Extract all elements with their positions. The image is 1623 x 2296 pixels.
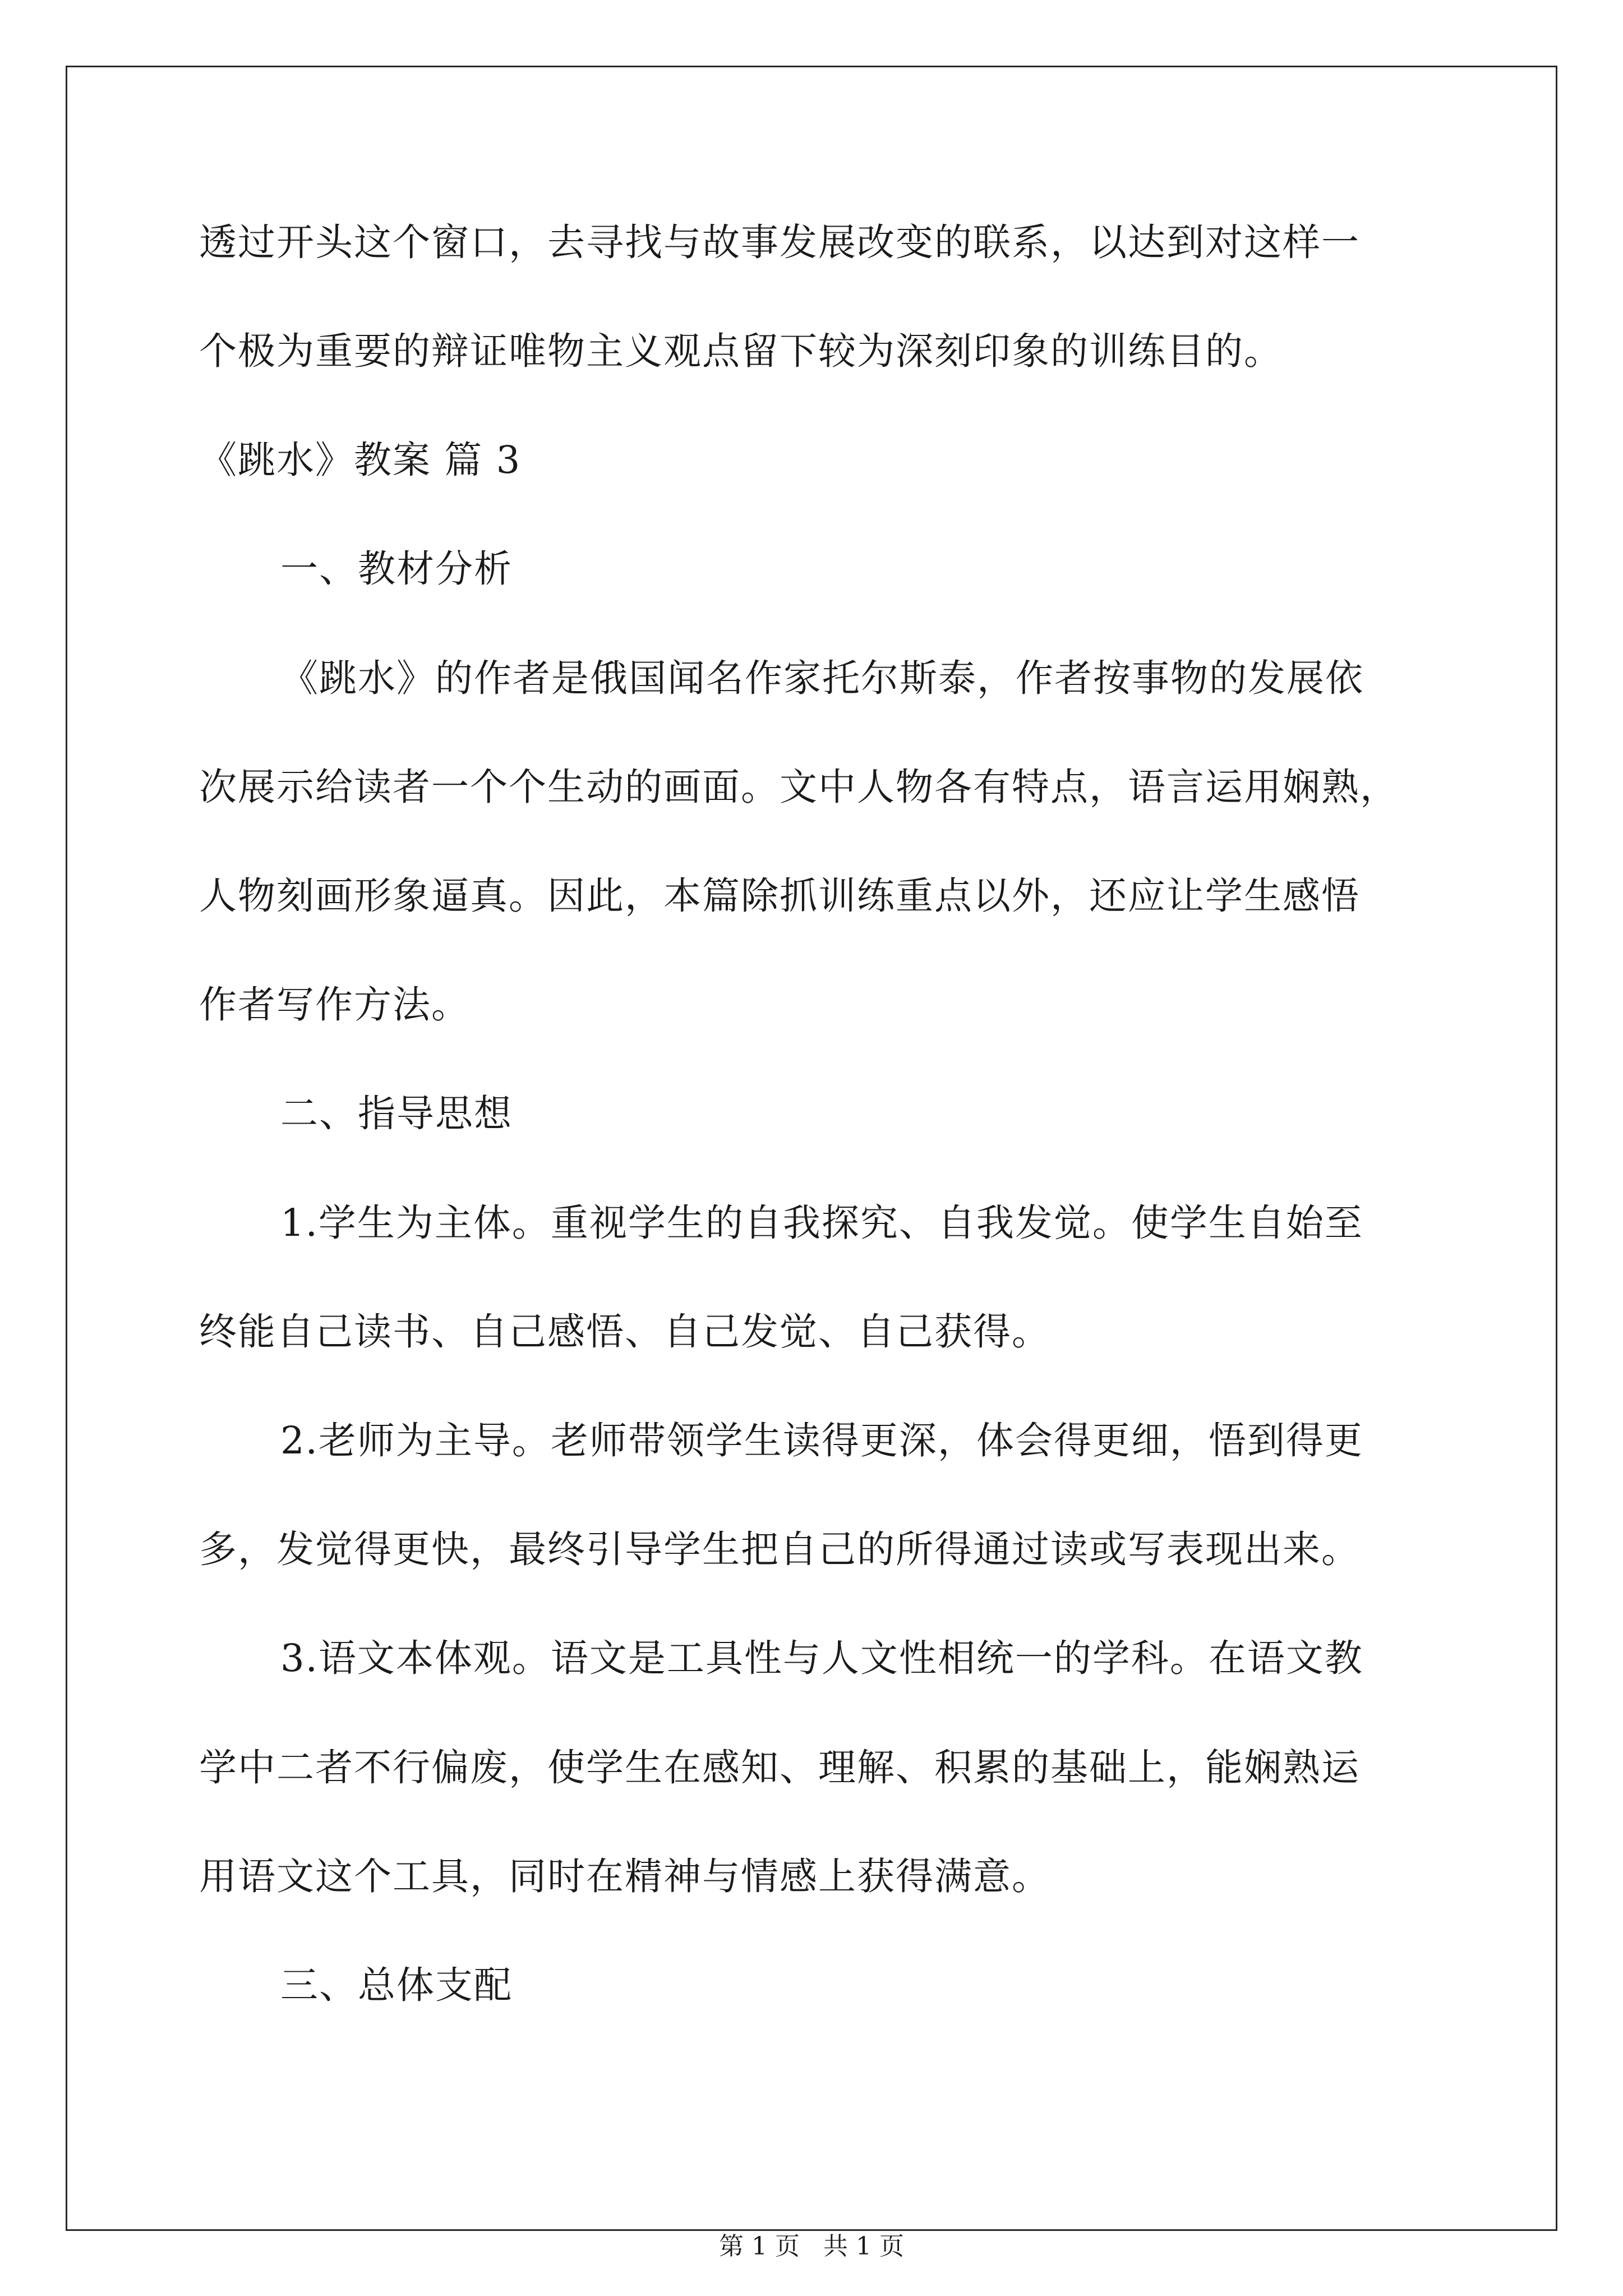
heading-guiding-ideology: 二、指导思想 xyxy=(280,1092,513,1135)
body-text-line: 多，发觉得更快，最终引导学生把自己的所得通过读或写表现出来。 xyxy=(199,1527,1360,1571)
body-text-line: 次展示给读者一个个生动的画面。文中人物各有特点，语言运用娴熟， xyxy=(199,765,1399,809)
body-text-line: 个极为重要的辩证唯物主义观点留下较为深刻印象的训练目的。 xyxy=(199,329,1283,373)
page-border xyxy=(66,66,1557,2231)
body-text-line: 用语文这个工具，同时在精神与情感上获得满意。 xyxy=(199,1855,1050,1898)
body-text-line: 作者写作方法。 xyxy=(199,983,470,1027)
body-text-line: 《跳水》的作者是俄国闻名作家托尔斯泰，作者按事物的发展依 xyxy=(280,656,1364,700)
body-text-line: 2.老师为主导。老师带领学生读得更深，体会得更细，悟到得更 xyxy=(280,1419,1363,1462)
heading-overall-arrangement: 三、总体支配 xyxy=(280,1963,513,2007)
body-text-line: 3.语文本体观。语文是工具性与人文性相统一的学科。在语文教 xyxy=(280,1636,1363,1680)
body-text-line: 1.学生为主体。重视学生的自我探究、自我发觉。使学生自始至 xyxy=(280,1201,1363,1245)
body-text-line: 学中二者不行偏废，使学生在感知、理解、积累的基础上，能娴熟运 xyxy=(199,1746,1360,1789)
heading-teaching-material-analysis: 一、教材分析 xyxy=(280,547,513,591)
body-text-line: 透过开头这个窗口，去寻找与故事发展改变的联系，以达到对这样一 xyxy=(199,220,1360,264)
body-text-line: 终能自己读书、自己感悟、自己发觉、自己获得。 xyxy=(199,1310,1050,1354)
body-text-line: 人物刻画形象逼真。因此，本篇除抓训练重点以外，还应让学生感悟 xyxy=(199,874,1360,918)
page-number-footer: 第 1 页 共 1 页 xyxy=(719,2232,904,2261)
section-title: 《跳水》教案 篇 3 xyxy=(199,438,522,482)
